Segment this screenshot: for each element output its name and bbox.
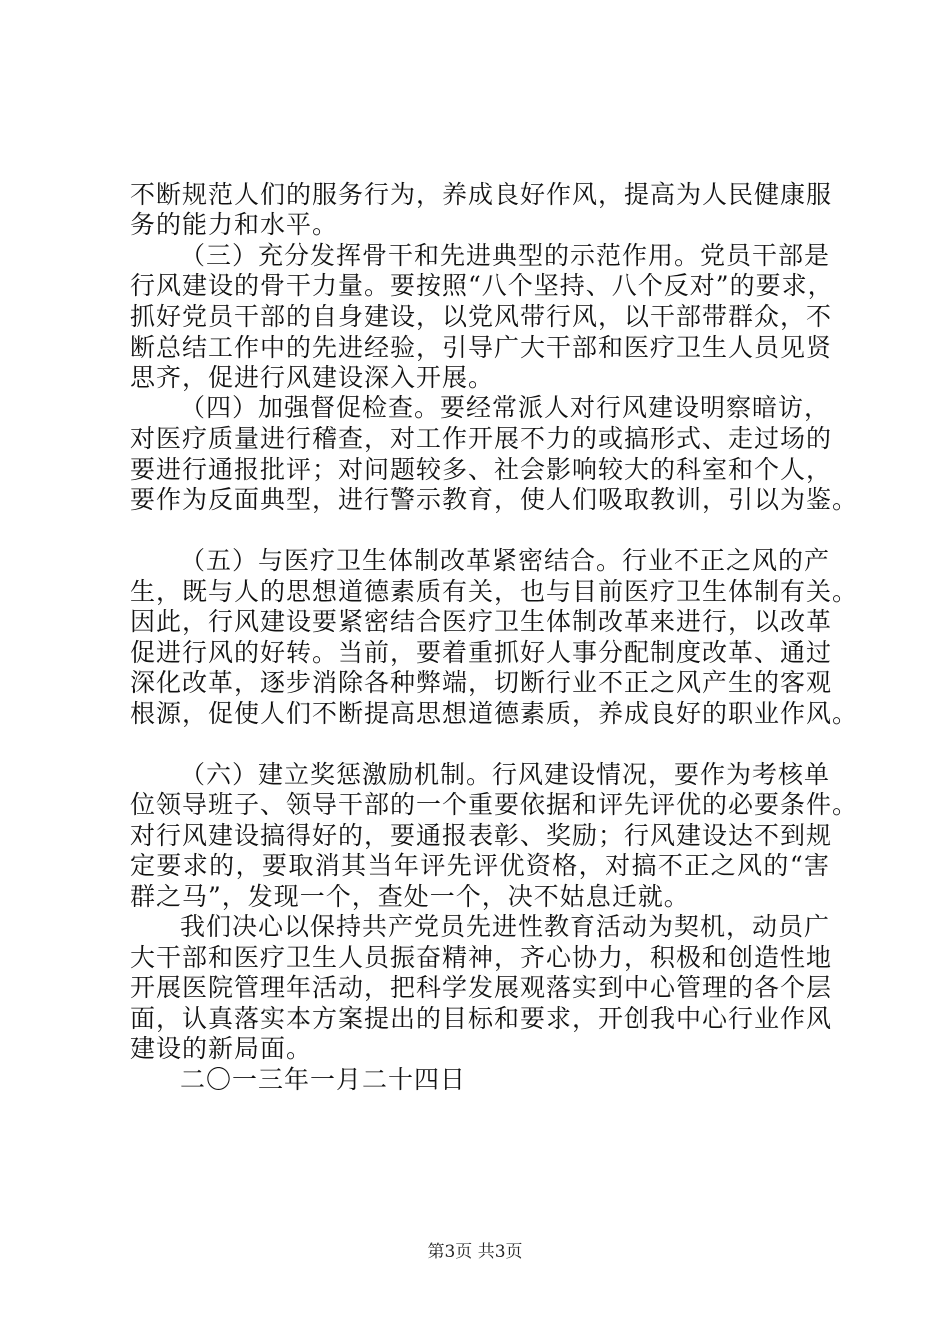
body-text-line: 位领导班子、领导干部的一个重要依据和评先评优的必要条件。 xyxy=(130,790,859,819)
body-text-line: 抓好党员干部的自身建设，以党风带行风，以干部带群众，不 xyxy=(130,302,833,331)
body-text-line: 大干部和医疗卫生人员振奋精神，齐心协力，积极和创造性地 xyxy=(130,943,833,972)
body-text-line: （五）与医疗卫生体制改革紧密结合。行业不正之风的产 xyxy=(180,546,831,575)
body-text-line: 面，认真落实本方案提出的目标和要求，开创我中心行业作风 xyxy=(130,1004,833,1033)
body-text-line: （四）加强督促检查。要经常派人对行风建设明察暗访， xyxy=(180,393,831,422)
page-number-footer: 第3页 共3页 xyxy=(427,1242,523,1262)
body-text-line: 行风建设的骨干力量。要按照“八个坚持、八个反对”的要求， xyxy=(130,271,834,300)
body-text-line: 思齐，促进行风建设深入开展。 xyxy=(130,363,495,392)
body-text-line: 生，既与人的思想道德素质有关，也与目前医疗卫生体制有关。 xyxy=(130,577,859,606)
body-text-line: （三）充分发挥骨干和先进典型的示范作用。党员干部是 xyxy=(180,241,831,270)
body-text-line: 促进行风的好转。当前，要着重抓好人事分配制度改革、通过 xyxy=(130,638,833,667)
body-text-line: 因此，行风建设要紧密结合医疗卫生体制改革来进行，以改革 xyxy=(130,607,833,636)
body-text-line: 要作为反面典型，进行警示教育，使人们吸取教训，引以为鉴。 xyxy=(130,485,859,514)
body-text-line: 务的能力和水平。 xyxy=(130,210,339,239)
body-text-line: 开展医院管理年活动，把科学发展观落实到中心管理的各个层 xyxy=(130,973,833,1002)
body-text-line: 对行风建设搞得好的，要通报表彰、奖励；行风建设达不到规 xyxy=(130,821,833,850)
body-text-line: 要进行通报批评；对问题较多、社会影响较大的科室和个人， xyxy=(130,455,833,484)
body-text-line: 深化改革，逐步消除各种弊端，切断行业不正之风产生的客观 xyxy=(130,668,833,697)
body-text-line: （六）建立奖惩激励机制。行风建设情况，要作为考核单 xyxy=(180,760,831,789)
body-text-line: 建设的新局面。 xyxy=(130,1034,313,1063)
body-text-line: 群之马”，发现一个，查处一个，决不姑息迁就。 xyxy=(130,882,690,911)
body-text-line: 断总结工作中的先进经验，引导广大干部和医疗卫生人员见贤 xyxy=(130,333,833,362)
body-text-line: 我们决心以保持共产党员先进性教育活动为契机，动员广 xyxy=(180,912,831,941)
body-text-line: 不断规范人们的服务行为，养成良好作风，提高为人民健康服 xyxy=(130,180,833,209)
body-text-line: 对医疗质量进行稽查，对工作开展不力的或搞形式、走过场的 xyxy=(130,424,833,453)
body-text-line: 定要求的，要取消其当年评先评优资格，对搞不正之风的“害 xyxy=(130,851,830,880)
document-date: 二〇一三年一月二十四日 xyxy=(180,1065,467,1094)
body-text-line: 根源，促使人们不断提高思想道德素质，养成良好的职业作风。 xyxy=(130,699,859,728)
